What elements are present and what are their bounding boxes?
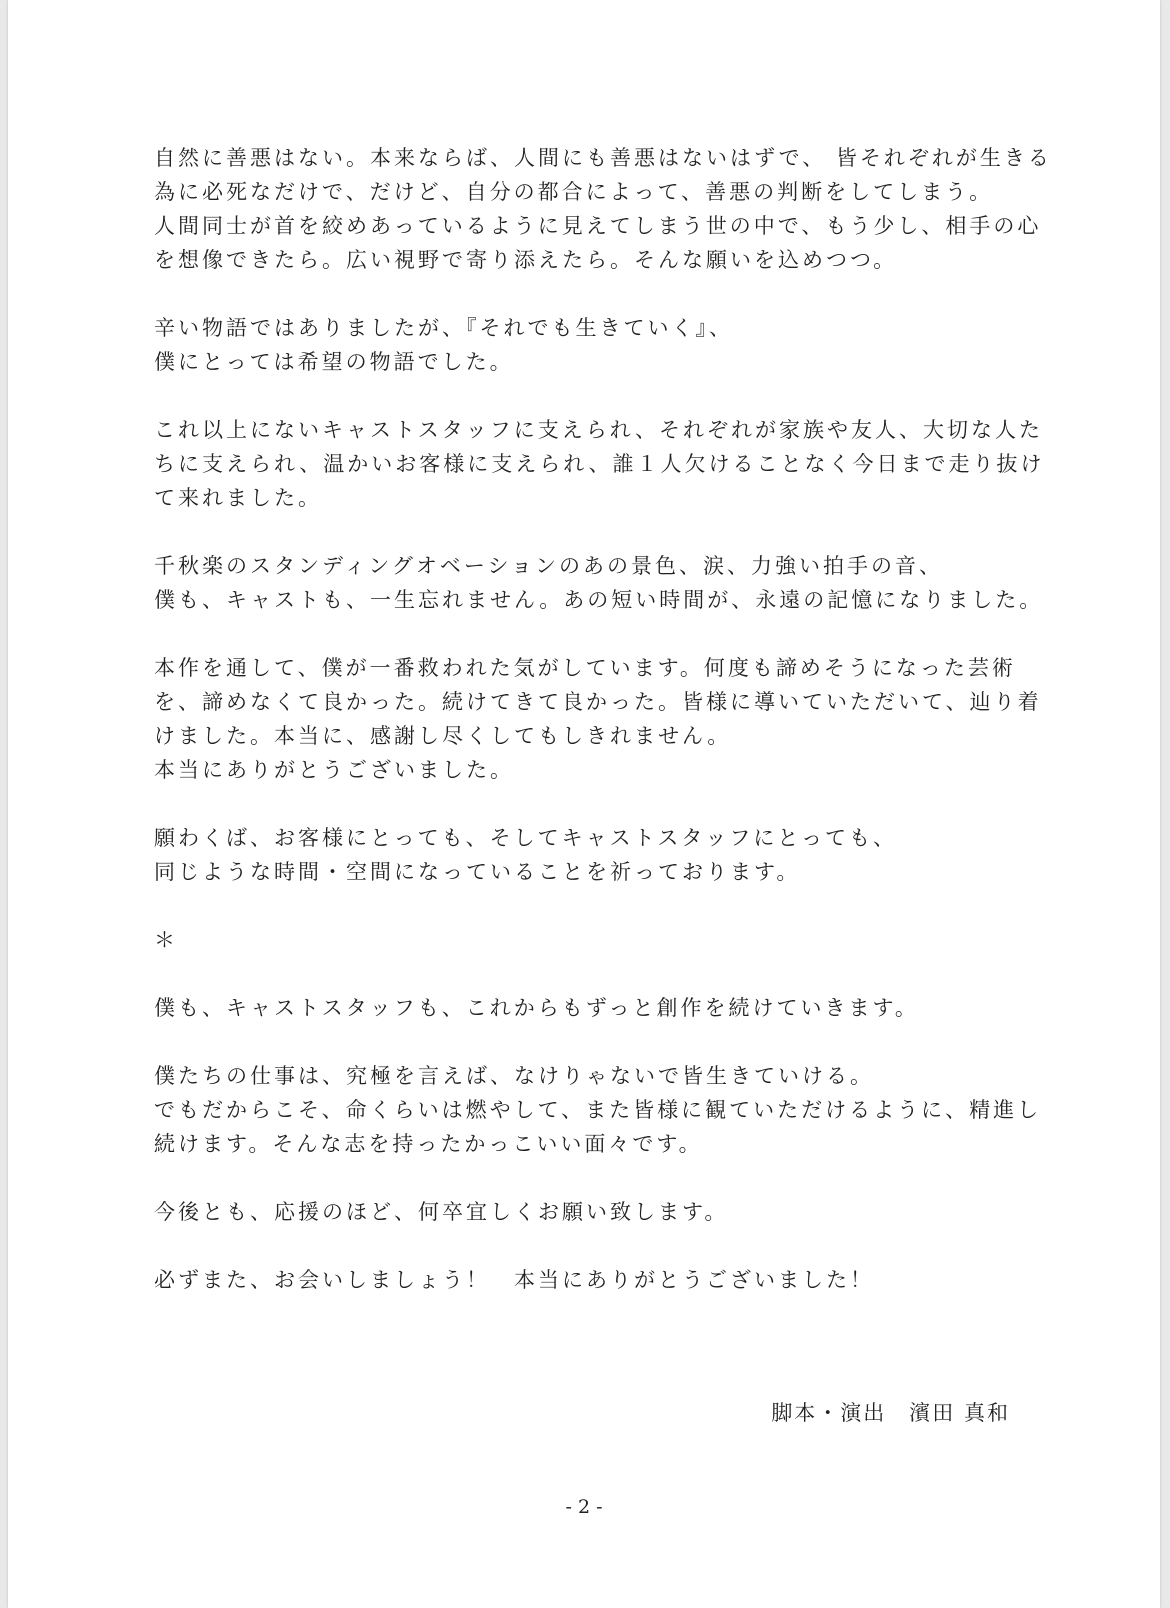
text-line: でもだからこそ、命くらいは燃やして、また皆様に観ていただけるように、精進し bbox=[154, 1098, 1042, 1122]
text-line: 続けます。そんな志を持ったかっこいい面々です。 bbox=[154, 1132, 703, 1156]
paragraph-final-show bbox=[154, 549, 1043, 617]
text-line: 千秋楽のスタンディングオベーションのあの景色、涙、力強い拍手の音、 bbox=[154, 554, 944, 578]
text-line: 今後とも、応援のほど、何卒宜しくお願い致します。 bbox=[154, 1200, 729, 1224]
text-line: ちに支えられ、温かいお客様に支えられ、誰１人欠けることなく今日まで走り抜け bbox=[154, 452, 1045, 476]
text-line: 自然に善悪はない。本来ならば、人間にも善悪はないはずで、 皆それぞれが生きる bbox=[154, 146, 1052, 170]
text-line: けました。本当に、感謝し尽くしてもしきれません。 bbox=[154, 724, 732, 748]
text-line: 願わくば、お客様にとっても、そしてキャストスタッフにとっても、 bbox=[154, 826, 897, 850]
text-line: これ以上にないキャストスタッフに支えられ、それぞれが家族や友人、大切な人た bbox=[154, 418, 1044, 442]
text-line: て来れました。 bbox=[154, 486, 322, 510]
section-separator bbox=[154, 923, 178, 957]
text-line: 僕にとっては希望の物語でした。 bbox=[154, 350, 514, 374]
paragraph-story bbox=[154, 311, 733, 379]
text-line: 人間同士が首を絞めあっているように見えてしまう世の中で、もう少し、相手の心 bbox=[154, 214, 1042, 238]
text-line: 為に必死なだけで、だけど、自分の都合によって、善悪の判断をしてしまう。 bbox=[154, 180, 994, 204]
paragraph-work bbox=[154, 1059, 1041, 1161]
separator-asterisk: ＊ bbox=[154, 928, 178, 952]
text-line: 僕も、キャストスタッフも、これからもずっと創作を続けていきます。 bbox=[154, 996, 919, 1020]
document-page bbox=[8, 0, 1160, 1608]
author-signature: 脚本・演出 濱田 真和 bbox=[771, 1401, 1010, 1425]
paragraph-gratitude bbox=[154, 651, 1042, 787]
paragraph-continue bbox=[154, 991, 919, 1025]
text-line: 辛い物語ではありましたが、『それでも生きていく』、 bbox=[154, 316, 733, 340]
paragraph-closing bbox=[154, 1263, 874, 1297]
text-line: 本当にありがとうございました。 bbox=[154, 758, 514, 782]
text-line: 僕も、キャストも、一生忘れません。あの短い時間が、永遠の記憶になりました。 bbox=[154, 588, 1044, 612]
text-line: 僕たちの仕事は、究極を言えば、なけりゃないで皆生きていける。 bbox=[154, 1064, 874, 1088]
text-line: を想像できたら。広い視野で寄り添えたら。そんな願いを込めつつ。 bbox=[154, 248, 898, 272]
paragraph-afterword-intro bbox=[154, 141, 1052, 277]
text-line: 必ずまた、お会いしましょう！ 本当にありがとうございました！ bbox=[154, 1268, 874, 1292]
paragraph-request bbox=[154, 1195, 728, 1229]
paragraph-wish bbox=[154, 821, 897, 889]
text-line: を、諦めなくて良かった。続けてきて良かった。皆様に導いていただいて、辿り着 bbox=[154, 690, 1042, 714]
text-line: 本作を通して、僕が一番救われた気がしています。何度も諦めそうになった芸術 bbox=[154, 656, 1016, 680]
page-number: - 2 - bbox=[565, 1496, 603, 1518]
text-line: 同じような時間・空間になっていることを祈っております。 bbox=[154, 860, 801, 884]
paragraph-support bbox=[154, 413, 1045, 515]
